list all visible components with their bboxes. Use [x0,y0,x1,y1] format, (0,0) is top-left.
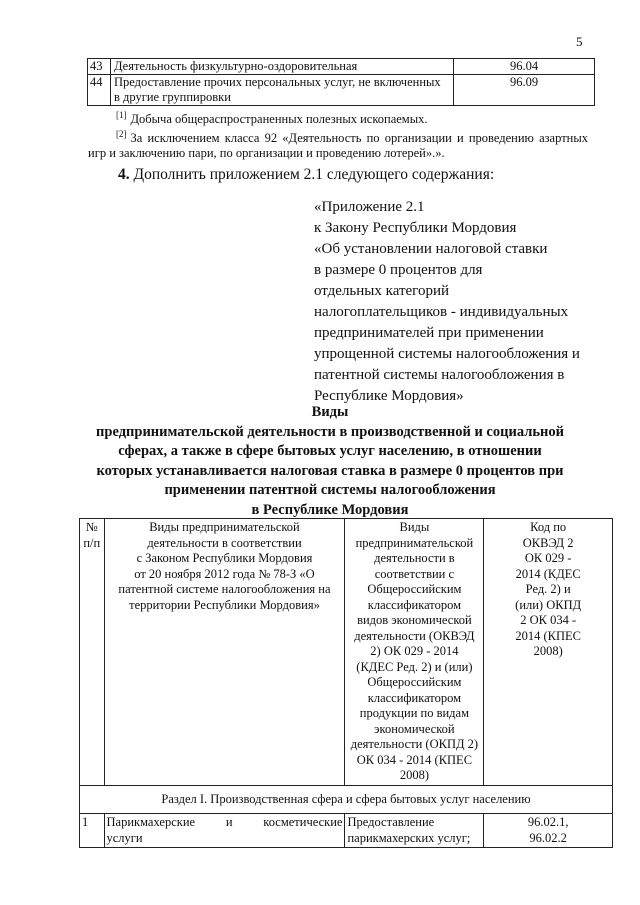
header-line: деятельности в соответствии [147,535,302,550]
row-number: 43 [88,59,111,75]
header-line: 2008) [533,644,563,658]
activity-name-line: услуги [106,830,143,845]
header-line: Общероссийским [367,582,462,596]
header-line: 2014 (КДЕС [515,566,581,581]
header-code [484,519,613,786]
header-line: продукции по видам [359,706,469,720]
header-line: (КДЕС Ред. 2) и (или) [356,659,473,674]
header-line: Виды предпринимательской [149,520,300,534]
activity-name-line: Предоставление прочих персональных услуг, не включенных [114,75,441,89]
code-line: 96.02.2 [529,830,567,845]
okved-line: Предоставление [347,815,435,829]
document-title [60,403,600,521]
header-activity-okved [345,519,484,786]
title-line: которых устанавливается налоговая ставка в размере 0 процентов при [96,462,564,479]
title-line: Виды [311,404,349,420]
activity-code: 96.09 [454,75,595,106]
header-line: Общероссийским [367,675,462,689]
table-header-row [80,519,613,786]
amendment-heading [118,166,494,184]
appendix-line: «Приложение 2.1 [314,199,425,215]
header-line: экономической [374,721,455,736]
okved-activity [345,814,484,848]
footnote-text: За исключением класса 92 «Деятельность по организации и проведению азартных игр и заключению пари, по организации и проведению лотерей».». [88,131,588,161]
activity-name [104,814,345,848]
table-section-row [80,785,613,814]
appendix-line: в размере 0 процентов для [314,262,483,278]
activity-code: 96.04 [454,59,595,75]
amendment-number: 4. [118,166,130,183]
title-line: в Республике Мордовия [251,501,409,518]
header-line: деятельности (ОКПД 2) [350,737,479,751]
footnote-marker: [2] [116,129,127,140]
footnotes [88,108,588,161]
header-line: Код по [530,520,567,534]
header-number [80,519,105,786]
title-line: предпринимательской деятельности в производственной и социальной [96,423,564,440]
header-line: территории Республики Мордовия» [129,597,320,612]
header-line: деятельности в [374,551,455,565]
activities-table-continued [87,58,595,106]
header-line: 2 ОК 034 - [520,613,577,627]
appendix-line: к Закону Республики Мордовия [314,220,517,236]
appendix-line: «Об установлении налоговой ставки [314,241,548,257]
row-number: 1 [80,814,105,848]
header-line: классификатором [367,597,462,612]
appendix-line: предпринимателей при применении [314,325,544,341]
activities-table [79,518,613,848]
appendix-header [314,197,604,407]
activity-name-line: в другие группировки [114,90,231,104]
header-line: видов экономической [357,613,472,627]
table-row [88,75,595,106]
appendix-line: упрощенной системы налогообложения и [314,346,580,362]
footnote-2 [88,127,588,161]
header-line: деятельности (ОКВЭД [354,628,475,643]
header-line: соответствии с [374,566,455,581]
header-line: Виды [399,520,430,534]
activity-name-line: Парикмахерские и косметические [106,815,343,829]
footnote-marker: [1] [116,110,127,120]
header-line: с Законом Республики Мордовия [136,551,313,565]
header-line: п/п [83,535,101,550]
header-activity-law [104,519,345,786]
appendix-line: Республике Мордовия» [314,388,464,404]
table-row [80,814,613,848]
header-line: классификатором [367,690,462,705]
amendment-text: Дополнить приложением 2.1 следующего содержания: [133,166,495,183]
okved-line: парикмахерских услуг; [347,830,471,845]
appendix-line: патентной системы налогообложения в [314,367,565,383]
header-line: ОК 034 - 2014 (КПЕС [356,752,473,767]
footnote-1 [88,108,588,127]
appendix-line: налогоплательщиков - индивидуальных [314,304,569,320]
footnote-text: Добыча общераспространенных полезных ископаемых. [130,112,428,127]
code-line: 96.02.1, [527,815,569,829]
header-line: ОК 029 - [524,551,572,565]
header-line: 2014 (КПЕС [515,628,581,643]
header-line: 2) ОК 029 - 2014 [370,644,459,658]
table-row [88,59,595,75]
activity-name [111,75,454,106]
appendix-line: отдельных категорий [314,283,450,299]
header-line: ОКВЭД 2 [522,535,574,550]
section-title: Раздел I. Производственная сфера и сфера бытовых услуг населению [80,785,613,814]
header-line: Ред. 2) и [525,582,571,596]
title-line: применении патентной системы налогообложения [164,482,496,499]
activity-name: Деятельность физкультурно-оздоровительная [111,59,454,75]
title-line: сферах, а также в сфере бытовых услуг населению, в отношении [118,443,542,460]
header-line: № [85,520,98,534]
page-number: 5 [576,34,583,49]
header-line: (или) ОКПД [515,597,582,612]
header-line: от 20 ноября 2012 года № 78-З «О [134,566,315,581]
header-line: предпринимательской [355,535,474,550]
row-number: 44 [88,75,111,106]
header-line: 2008) [399,768,429,782]
okved-codes [484,814,613,848]
header-line: патентной системе налогообложения на [118,582,331,596]
